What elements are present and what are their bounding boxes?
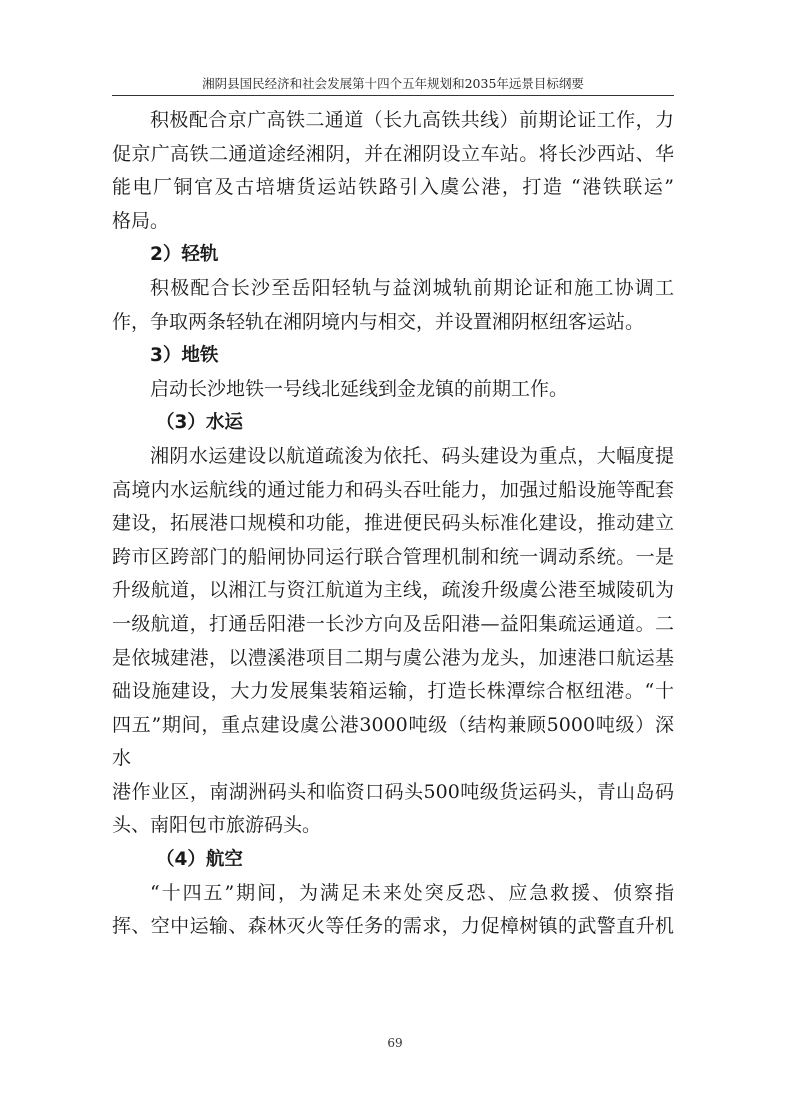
paragraph-line: 升级航道，以湘江与资江航道为主线，疏浚升级虞公港至城陵矶为 xyxy=(112,579,674,602)
section-heading-metro: 3）地铁 xyxy=(150,345,219,367)
paragraph-line: 作，争取两条轻轨在湘阴境内与相交，并设置湘阴枢纽客运站。 xyxy=(112,310,645,333)
paragraph-line: 能电厂铜官及古培塘货运站铁路引入虞公港，打造 “港铁联运” xyxy=(112,176,674,199)
paragraph-line: 础设施建设，大力发展集装箱运输，打造长株潭综合枢纽港。“十 xyxy=(112,680,674,703)
paragraph-line: 促京广高铁二通道途经湘阴，并在湘阴设立车站。将长沙西站、华 xyxy=(112,142,674,165)
paragraph-line: 建设，拓展港口规模和功能，推进便民码头标准化建设，推动建立 xyxy=(112,512,674,535)
paragraph-line: 格局。 xyxy=(112,209,170,232)
paragraph-line: 挥、空中运输、森林灭火等任务的需求，力促樟树镇的武警直升机 xyxy=(112,915,674,938)
page-number: 69 xyxy=(387,1036,403,1050)
paragraph-line: 头、南阳包市旅游码头。 xyxy=(112,814,322,837)
running-header: 湘阴县国民经济和社会发展第十四个五年规划和2035年远景目标纲要 xyxy=(202,76,584,91)
paragraph-line: 跨市区跨部门的船闸协同运行联合管理机制和统一调动系统。一是 xyxy=(112,545,674,568)
paragraph-line: 湘阴水运建设以航道疏浚为依托、码头建设为重点，大幅度提 xyxy=(150,444,674,467)
paragraph-line: 一级航道，打通岳阳港一长沙方向及岳阳港—益阳集疏运通道。二 xyxy=(112,612,674,635)
paragraph-aviation xyxy=(112,877,674,944)
paragraph-light-rail xyxy=(112,272,674,339)
paragraph-line: 积极配合京广高铁二通道（长九高铁共线）前期论证工作，力 xyxy=(150,109,674,131)
document-body xyxy=(112,104,674,944)
section-heading-aviation: （4）航空 xyxy=(156,849,243,871)
paragraph-railway xyxy=(112,104,674,238)
section-heading-water-transport: （3）水运 xyxy=(156,412,243,434)
paragraph-line: 积极配合长沙至岳阳轻轨与益浏城轨前期论证和施工协调工 xyxy=(150,276,674,299)
paragraph-line: 是依城建港，以澧溪港项目二期与虞公港为龙头，加速港口航运基 xyxy=(112,646,674,669)
paragraph-line: 港作业区，南湖洲码头和临资口码头500吨级货运码头，青山岛码 xyxy=(112,780,674,803)
header-rule xyxy=(112,95,674,96)
section-heading-light-rail: 2）轻轨 xyxy=(150,244,219,266)
paragraph-line: 四五”期间，重点建设虞公港3000吨级（结构兼顾5000吨级）深水 xyxy=(112,713,674,770)
paragraph-line: “十四五”期间，为满足未来处突反恐、应急救援、侦察指 xyxy=(150,881,674,904)
paragraph-line: 高境内水运航线的通过能力和码头吞吐能力，加强过船设施等配套 xyxy=(112,478,674,501)
paragraph-water-transport xyxy=(112,440,674,843)
paragraph-metro: 启动长沙地铁一号线北延线到金龙镇的前期工作。 xyxy=(150,377,569,400)
